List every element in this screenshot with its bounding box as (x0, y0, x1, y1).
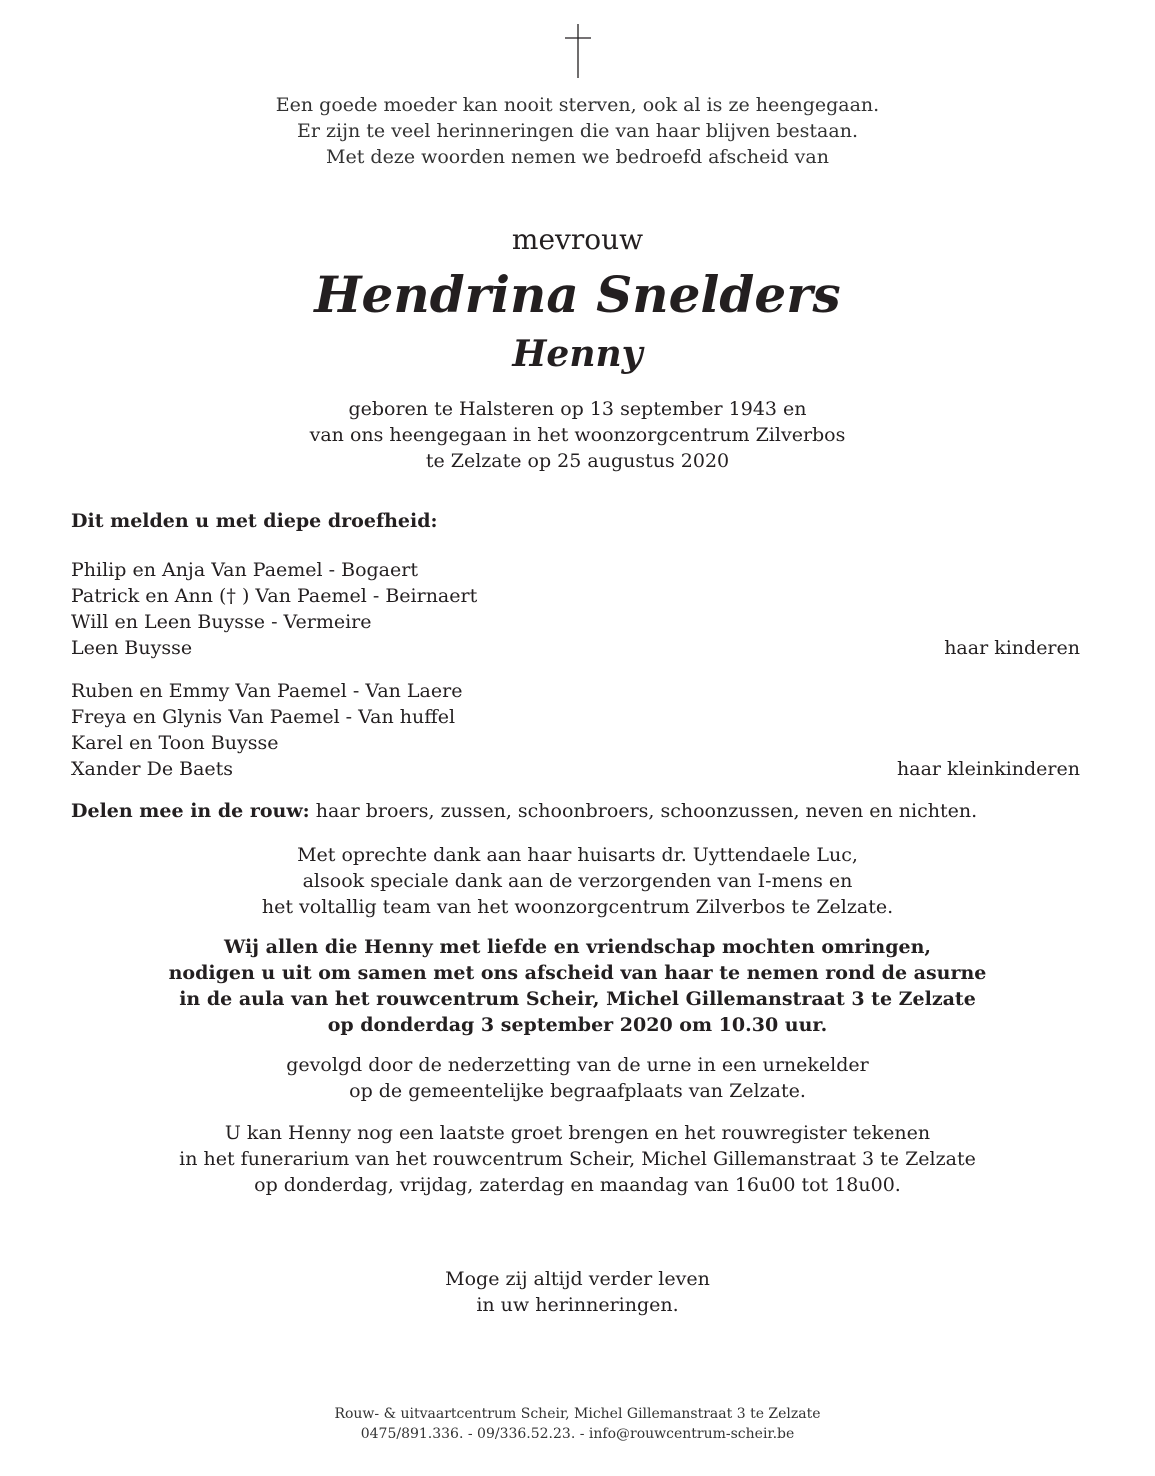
birth-death-line: van ons heengegaan in het woonzorgcentrum Zilverbos (309, 424, 846, 446)
ceremony-line: Wij allen die Henny met liefde en vriendschap mochten omringen, (223, 936, 932, 958)
thanks-line: het voltallig team van het woonzorgcentrum Zilverbos te Zelzate. (261, 896, 894, 918)
closing-line: Moge zij altijd verder leven (445, 1268, 710, 1290)
birth-death-details (0, 396, 1155, 474)
birth-death-line: te Zelzate op 25 augustus 2020 (425, 450, 730, 472)
footer-address: Rouw- & uitvaartcentrum Scheir, Michel Gillemanstraat 3 te Zelzate (334, 1406, 821, 1422)
cross-icon (563, 24, 593, 78)
visit-line: op donderdag, vrijdag, zaterdag en maandag van 16u00 tot 18u00. (254, 1174, 901, 1196)
share-in-mourning (71, 798, 977, 824)
list-item: Ruben en Emmy Van Paemel - Van Laere (71, 680, 463, 702)
opening-poem (0, 92, 1155, 170)
birth-death-line: geboren te Halsteren op 13 september 1943 en (348, 398, 807, 420)
list-item: Xander De Baets (71, 758, 234, 780)
list-item: Freya en Glynis Van Paemel - Van huffel (71, 706, 456, 728)
urn-details (0, 1052, 1155, 1104)
visit-line: U kan Henny nog een laatste groet brengen en het rouwregister tekenen (224, 1122, 931, 1144)
ceremony-line: op donderdag 3 september 2020 om 10.30 uur. (327, 1014, 828, 1036)
list-item: Leen Buysse (71, 637, 193, 659)
closing-words (0, 1266, 1155, 1318)
share-label: Delen mee in de rouw: (71, 800, 310, 822)
closing-line: in uw herinneringen. (476, 1294, 679, 1316)
deceased-nickname: Henny (512, 333, 643, 375)
list-item: Philip en Anja Van Paemel - Bogaert (71, 559, 418, 581)
funeral-home-footer (0, 1404, 1155, 1444)
deceased-name: Hendrina Snelders (314, 265, 841, 324)
urn-line: gevolgd door de nederzetting van de urne in een urnekelder (286, 1054, 869, 1076)
footer-contact: 0475/891.336. - 09/336.52.23. - info@rouwcentrum-scheir.be (360, 1426, 795, 1442)
urn-line: op de gemeentelijke begraafplaats van Zelzate. (349, 1080, 806, 1102)
children-list (71, 557, 477, 661)
poem-line: Een goede moeder kan nooit sterven, ook al is ze heengegaan. (275, 94, 880, 116)
share-text: haar broers, zussen, schoonbroers, schoonzussen, neven en nichten. (309, 800, 978, 822)
ceremony-line: nodigen u uit om samen met ons afscheid van haar te nemen rond de asurne (168, 962, 987, 984)
thanks-line: Met oprechte dank aan haar huisarts dr. Uyttendaele Luc, (297, 844, 858, 866)
thanks-line: alsook speciale dank aan de verzorgenden van I-mens en (302, 870, 853, 892)
poem-line: Met deze woorden nemen we bedroefd afscheid van (326, 146, 829, 168)
visit-line: in het funerarium van het rouwcentrum Scheir, Michel Gillemanstraat 3 te Zelzate (179, 1148, 976, 1170)
announcement-title: Dit melden u met diepe droefheid: (71, 510, 438, 532)
ceremony-line: in de aula van het rouwcentrum Scheir, Michel Gillemanstraat 3 te Zelzate (179, 988, 976, 1010)
visit-details (0, 1120, 1155, 1198)
list-item: Will en Leen Buysse - Vermeire (71, 611, 372, 633)
list-item: Patrick en Ann († ) Van Paemel - Beirnaert (71, 585, 478, 607)
list-item: Karel en Toon Buysse (71, 732, 279, 754)
ceremony-invitation (0, 934, 1155, 1038)
poem-line: Er zijn te veel herinneringen die van haar blijven bestaan. (296, 120, 858, 142)
thanks-text (0, 842, 1155, 920)
deceased-prefix: mevrouw (511, 223, 644, 256)
grandchildren-list (71, 678, 462, 782)
children-role: haar kinderen (944, 637, 1080, 659)
grandchildren-role: haar kleinkinderen (897, 758, 1080, 780)
